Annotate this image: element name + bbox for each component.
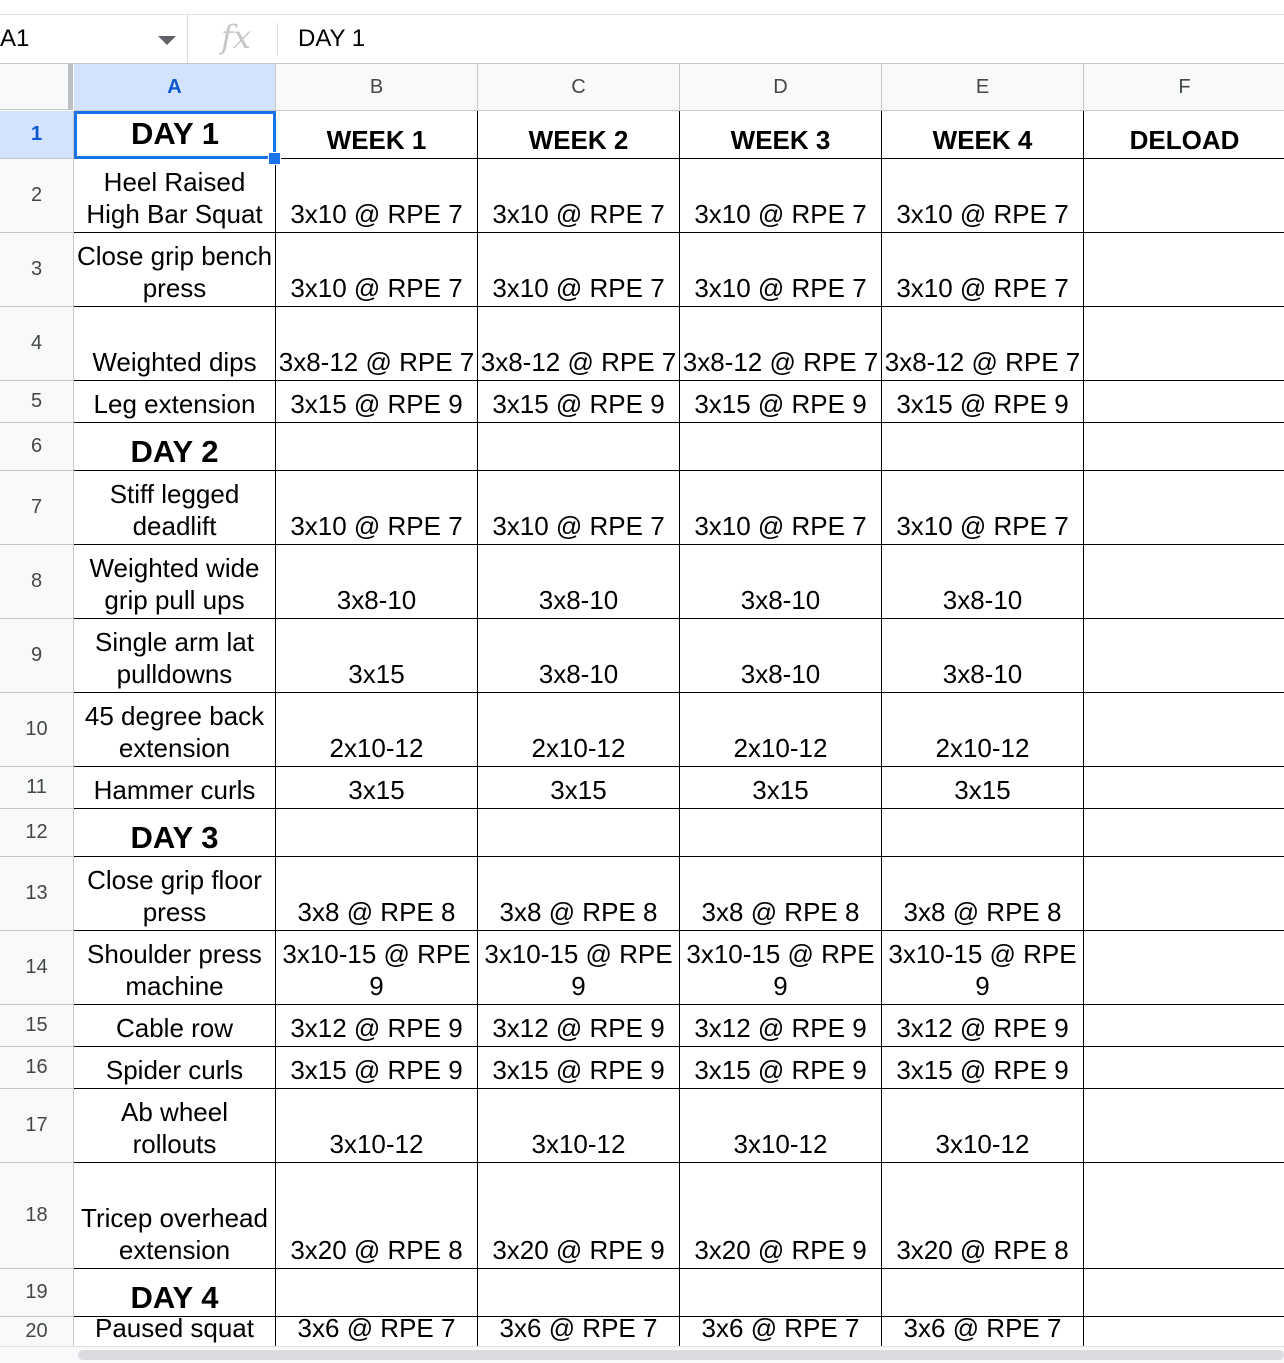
cell-e18[interactable]: 3x20 @ RPE 8 bbox=[882, 1163, 1084, 1269]
cell-e6[interactable] bbox=[882, 423, 1084, 471]
table-row bbox=[74, 1317, 1284, 1346]
cell-e10[interactable]: 2x10-12 bbox=[882, 693, 1084, 767]
cell-b20[interactable]: 3x6 @ RPE 7 bbox=[276, 1317, 478, 1346]
cell-d18[interactable]: 3x20 @ RPE 9 bbox=[680, 1163, 882, 1269]
cell-b10[interactable]: 2x10-12 bbox=[276, 693, 478, 767]
table-row bbox=[74, 1089, 1284, 1163]
cell-d10[interactable]: 2x10-12 bbox=[680, 693, 882, 767]
cell-f9[interactable] bbox=[1084, 619, 1284, 693]
cell-f3[interactable] bbox=[1084, 233, 1284, 307]
cell-c12[interactable] bbox=[478, 809, 680, 857]
cell-e5[interactable]: 3x15 @ RPE 9 bbox=[882, 381, 1084, 423]
name-box-value: A1 bbox=[0, 25, 30, 52]
cell-a13[interactable]: Close grip floor press bbox=[74, 857, 276, 931]
cell-f13[interactable] bbox=[1084, 857, 1284, 931]
row-header-19[interactable]: 19 bbox=[0, 1269, 74, 1317]
cell-f17[interactable] bbox=[1084, 1089, 1284, 1163]
cell-f7[interactable] bbox=[1084, 471, 1284, 545]
cell-d13[interactable]: 3x8 @ RPE 8 bbox=[680, 857, 882, 931]
cell-a19[interactable]: DAY 4 bbox=[74, 1269, 276, 1317]
fx-icon: fx bbox=[221, 18, 251, 56]
cell-b8[interactable]: 3x8-10 bbox=[276, 545, 478, 619]
cell-c9[interactable]: 3x8-10 bbox=[478, 619, 680, 693]
cell-a15[interactable]: Cable row bbox=[74, 1005, 276, 1047]
cell-f12[interactable] bbox=[1084, 809, 1284, 857]
cell-e2[interactable]: 3x10 @ RPE 7 bbox=[882, 159, 1084, 233]
cell-a14[interactable]: Shoulder press machine bbox=[74, 931, 276, 1005]
formula-bar bbox=[0, 15, 1284, 64]
cell-a7[interactable]: Stiff legged deadlift bbox=[74, 471, 276, 545]
row-header-5[interactable]: 5 bbox=[0, 381, 74, 423]
cell-c5[interactable]: 3x15 @ RPE 9 bbox=[478, 381, 680, 423]
row-header-18[interactable]: 18 bbox=[0, 1163, 74, 1269]
cell-c6[interactable] bbox=[478, 423, 680, 471]
cell-a18[interactable]: Tricep overhead extension bbox=[74, 1163, 276, 1269]
cell-e11[interactable]: 3x15 bbox=[882, 767, 1084, 809]
cell-e7[interactable]: 3x10 @ RPE 7 bbox=[882, 471, 1084, 545]
cell-c19[interactable] bbox=[478, 1269, 680, 1317]
table-row bbox=[74, 1163, 1284, 1269]
cell-e9[interactable]: 3x8-10 bbox=[882, 619, 1084, 693]
cell-b14[interactable]: 3x10-15 @ RPE 9 bbox=[276, 931, 478, 1005]
cell-c17[interactable]: 3x10-12 bbox=[478, 1089, 680, 1163]
formula-divider bbox=[277, 23, 278, 55]
cell-c4[interactable]: 3x8-12 @ RPE 7 bbox=[478, 307, 680, 381]
table-row bbox=[74, 423, 1284, 471]
fill-handle[interactable] bbox=[268, 152, 281, 165]
cell-f18[interactable] bbox=[1084, 1163, 1284, 1269]
table-row bbox=[74, 545, 1284, 619]
table-row bbox=[74, 767, 1284, 809]
cell-c15[interactable]: 3x12 @ RPE 9 bbox=[478, 1005, 680, 1047]
cell-d5[interactable]: 3x15 @ RPE 9 bbox=[680, 381, 882, 423]
cell-e16[interactable]: 3x15 @ RPE 9 bbox=[882, 1047, 1084, 1089]
cell-d15[interactable]: 3x12 @ RPE 9 bbox=[680, 1005, 882, 1047]
cell-c2[interactable]: 3x10 @ RPE 7 bbox=[478, 159, 680, 233]
cell-a9[interactable]: Single arm lat pulldowns bbox=[74, 619, 276, 693]
cell-b18[interactable]: 3x20 @ RPE 8 bbox=[276, 1163, 478, 1269]
cell-f15[interactable] bbox=[1084, 1005, 1284, 1047]
column-header-d[interactable]: D bbox=[680, 64, 882, 111]
cell-a8[interactable]: Weighted wide grip pull ups bbox=[74, 545, 276, 619]
row-header-15[interactable]: 15 bbox=[0, 1005, 74, 1047]
cell-f11[interactable] bbox=[1084, 767, 1284, 809]
row-header-11[interactable]: 11 bbox=[0, 767, 74, 809]
cell-e14[interactable]: 3x10-15 @ RPE 9 bbox=[882, 931, 1084, 1005]
scrollbar-thumb[interactable] bbox=[78, 1350, 1284, 1360]
cell-f6[interactable] bbox=[1084, 423, 1284, 471]
cell-c16[interactable]: 3x15 @ RPE 9 bbox=[478, 1047, 680, 1089]
table-row bbox=[74, 111, 1284, 159]
row-header-14[interactable]: 14 bbox=[0, 931, 74, 1005]
table-row bbox=[74, 471, 1284, 545]
cell-a20[interactable]: Paused squat bbox=[74, 1317, 276, 1346]
cell-c20[interactable]: 3x6 @ RPE 7 bbox=[478, 1317, 680, 1346]
cell-f4[interactable] bbox=[1084, 307, 1284, 381]
table-row bbox=[74, 1269, 1284, 1317]
cell-f8[interactable] bbox=[1084, 545, 1284, 619]
cell-b2[interactable]: 3x10 @ RPE 7 bbox=[276, 159, 478, 233]
table-row bbox=[74, 693, 1284, 767]
table-row bbox=[74, 931, 1284, 1005]
cell-d4[interactable]: 3x8-12 @ RPE 7 bbox=[680, 307, 882, 381]
cell-d3[interactable]: 3x10 @ RPE 7 bbox=[680, 233, 882, 307]
cell-d1[interactable]: WEEK 3 bbox=[680, 111, 882, 159]
column-header-f[interactable]: F bbox=[1084, 64, 1284, 111]
cell-c14[interactable]: 3x10-15 @ RPE 9 bbox=[478, 931, 680, 1005]
table-row bbox=[74, 1005, 1284, 1047]
select-all-corner[interactable] bbox=[0, 64, 73, 110]
chevron-down-icon[interactable] bbox=[158, 36, 176, 45]
row-header-9[interactable]: 9 bbox=[0, 619, 74, 693]
cell-e13[interactable]: 3x8 @ RPE 8 bbox=[882, 857, 1084, 931]
cell-d20[interactable]: 3x6 @ RPE 7 bbox=[680, 1317, 882, 1346]
cell-b17[interactable]: 3x10-12 bbox=[276, 1089, 478, 1163]
row-header-7[interactable]: 7 bbox=[0, 471, 74, 545]
cell-a17[interactable]: Ab wheel rollouts bbox=[74, 1089, 276, 1163]
frozen-divider bbox=[68, 64, 73, 110]
cell-e19[interactable] bbox=[882, 1269, 1084, 1317]
cell-b13[interactable]: 3x8 @ RPE 8 bbox=[276, 857, 478, 931]
row-header-8[interactable]: 8 bbox=[0, 545, 74, 619]
table-row bbox=[74, 307, 1284, 381]
cell-e20[interactable]: 3x6 @ RPE 7 bbox=[882, 1317, 1084, 1346]
cell-d2[interactable]: 3x10 @ RPE 7 bbox=[680, 159, 882, 233]
cell-d9[interactable]: 3x8-10 bbox=[680, 619, 882, 693]
cell-b15[interactable]: 3x12 @ RPE 9 bbox=[276, 1005, 478, 1047]
row-header-20[interactable]: 20 bbox=[0, 1317, 74, 1347]
row-header-6[interactable]: 6 bbox=[0, 423, 74, 471]
cell-b5[interactable]: 3x15 @ RPE 9 bbox=[276, 381, 478, 423]
column-header-a[interactable]: A bbox=[74, 64, 276, 111]
cell-c1[interactable]: WEEK 2 bbox=[478, 111, 680, 159]
cell-e17[interactable]: 3x10-12 bbox=[882, 1089, 1084, 1163]
cell-c11[interactable]: 3x15 bbox=[478, 767, 680, 809]
cell-f5[interactable] bbox=[1084, 381, 1284, 423]
name-box[interactable] bbox=[0, 15, 188, 63]
cell-f14[interactable] bbox=[1084, 931, 1284, 1005]
horizontal-scrollbar[interactable] bbox=[0, 1346, 1284, 1363]
cell-a12[interactable]: DAY 3 bbox=[74, 809, 276, 857]
cell-f10[interactable] bbox=[1084, 693, 1284, 767]
row-header-2[interactable]: 2 bbox=[0, 159, 74, 233]
cell-d7[interactable]: 3x10 @ RPE 7 bbox=[680, 471, 882, 545]
cell-c8[interactable]: 3x8-10 bbox=[478, 545, 680, 619]
cell-a6[interactable]: DAY 2 bbox=[74, 423, 276, 471]
row-header-1[interactable]: 1 bbox=[0, 111, 74, 159]
table-row bbox=[74, 233, 1284, 307]
cell-f20[interactable] bbox=[1084, 1317, 1284, 1346]
row-header-3[interactable]: 3 bbox=[0, 233, 74, 307]
cell-d6[interactable] bbox=[680, 423, 882, 471]
cell-e8[interactable]: 3x8-10 bbox=[882, 545, 1084, 619]
sheet-grid[interactable] bbox=[74, 111, 1284, 1346]
cell-c3[interactable]: 3x10 @ RPE 7 bbox=[478, 233, 680, 307]
table-row bbox=[74, 159, 1284, 233]
row-header-10[interactable]: 10 bbox=[0, 693, 74, 767]
cell-a1[interactable]: DAY 1 bbox=[74, 111, 276, 159]
cell-d11[interactable]: 3x15 bbox=[680, 767, 882, 809]
cell-b1[interactable]: WEEK 1 bbox=[276, 111, 478, 159]
cell-d14[interactable]: 3x10-15 @ RPE 9 bbox=[680, 931, 882, 1005]
cell-b11[interactable]: 3x15 bbox=[276, 767, 478, 809]
cell-d12[interactable] bbox=[680, 809, 882, 857]
cell-c18[interactable]: 3x20 @ RPE 9 bbox=[478, 1163, 680, 1269]
table-row bbox=[74, 619, 1284, 693]
cell-e1[interactable]: WEEK 4 bbox=[882, 111, 1084, 159]
table-row bbox=[74, 1047, 1284, 1089]
table-row bbox=[74, 381, 1284, 423]
formula-input[interactable]: DAY 1 bbox=[298, 25, 366, 52]
table-row bbox=[74, 809, 1284, 857]
cell-e3[interactable]: 3x10 @ RPE 7 bbox=[882, 233, 1084, 307]
cell-b7[interactable]: 3x10 @ RPE 7 bbox=[276, 471, 478, 545]
cell-b6[interactable] bbox=[276, 423, 478, 471]
cell-b12[interactable] bbox=[276, 809, 478, 857]
row-header-12[interactable]: 12 bbox=[0, 809, 74, 857]
cell-a5[interactable]: Leg extension bbox=[74, 381, 276, 423]
cell-d19[interactable] bbox=[680, 1269, 882, 1317]
cell-a3[interactable]: Close grip bench press bbox=[74, 233, 276, 307]
column-header-b[interactable]: B bbox=[276, 64, 478, 111]
cell-a2[interactable]: Heel Raised High Bar Squat bbox=[74, 159, 276, 233]
cell-a11[interactable]: Hammer curls bbox=[74, 767, 276, 809]
cell-b19[interactable] bbox=[276, 1269, 478, 1317]
cell-d8[interactable]: 3x8-10 bbox=[680, 545, 882, 619]
cell-f2[interactable] bbox=[1084, 159, 1284, 233]
column-header-c[interactable]: C bbox=[478, 64, 680, 111]
row-header-13[interactable]: 13 bbox=[0, 857, 74, 931]
cell-f19[interactable] bbox=[1084, 1269, 1284, 1317]
cell-d17[interactable]: 3x10-12 bbox=[680, 1089, 882, 1163]
column-header-e[interactable]: E bbox=[882, 64, 1084, 111]
cell-b9[interactable]: 3x15 bbox=[276, 619, 478, 693]
cell-f16[interactable] bbox=[1084, 1047, 1284, 1089]
cell-c7[interactable]: 3x10 @ RPE 7 bbox=[478, 471, 680, 545]
table-row bbox=[74, 857, 1284, 931]
cell-a10[interactable]: 45 degree back extension bbox=[74, 693, 276, 767]
row-header-16[interactable]: 16 bbox=[0, 1047, 74, 1089]
cell-c10[interactable]: 2x10-12 bbox=[478, 693, 680, 767]
cell-e15[interactable]: 3x12 @ RPE 9 bbox=[882, 1005, 1084, 1047]
cell-e12[interactable] bbox=[882, 809, 1084, 857]
row-header-17[interactable]: 17 bbox=[0, 1089, 74, 1163]
cell-c13[interactable]: 3x8 @ RPE 8 bbox=[478, 857, 680, 931]
cell-f1[interactable]: DELOAD bbox=[1084, 111, 1284, 159]
cell-d16[interactable]: 3x15 @ RPE 9 bbox=[680, 1047, 882, 1089]
cell-b16[interactable]: 3x15 @ RPE 9 bbox=[276, 1047, 478, 1089]
cell-b4[interactable]: 3x8-12 @ RPE 7 bbox=[276, 307, 478, 381]
cell-a16[interactable]: Spider curls bbox=[74, 1047, 276, 1089]
cell-b3[interactable]: 3x10 @ RPE 7 bbox=[276, 233, 478, 307]
cell-a4[interactable]: Weighted dips bbox=[74, 307, 276, 381]
row-header-4[interactable]: 4 bbox=[0, 307, 74, 381]
cell-e4[interactable]: 3x8-12 @ RPE 7 bbox=[882, 307, 1084, 381]
